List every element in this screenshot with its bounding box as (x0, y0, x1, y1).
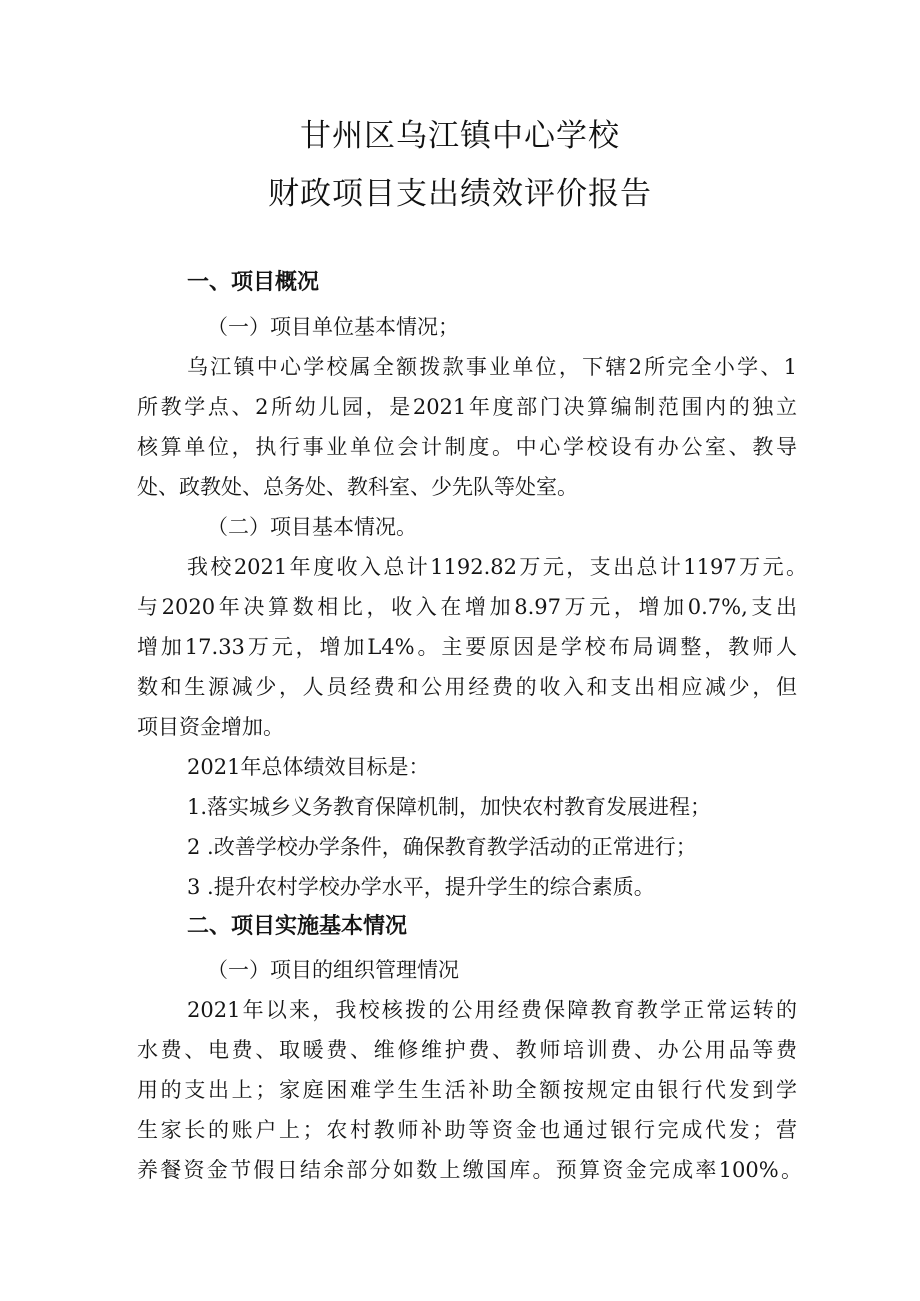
section-1-heading: 一、项目概况 (187, 270, 320, 295)
paragraph-line: 与2020年决算数相比，收入在增加8.97万元，增加0.7%,支出 (137, 595, 797, 619)
paragraph-line: 乌江镇中心学校属全额拨款事业单位，下辖2所完全小学、1 (187, 355, 797, 379)
section-1-subheading-2: （二）项目基本情况。 (207, 515, 417, 539)
goal-item: 3 .提升农村学校办学水平，提升学生的综合素质。 (187, 875, 655, 899)
section-2-subheading-1: （一）项目的组织管理情况 (207, 958, 459, 982)
paragraph-line: 核算单位，执行事业单位会计制度。中心学校设有办公室、教导 (137, 435, 797, 459)
goal-item: 1.落实城乡义务教育保障机制，加快农村教育发展进程； (187, 795, 712, 819)
paragraph-line: 数和生源减少，人员经费和公用经费的收入和支出相应减少，但 (137, 675, 797, 699)
document-title-line-2: 财政项目支出绩效评价报告 (268, 176, 652, 212)
paragraph-line: 养餐资金节假日结余部分如数上缴国库。预算资金完成率100%。 (137, 1158, 802, 1182)
paragraph-line: 生家长的账户上；农村教师补助等资金也通过银行完成代发；营 (137, 1118, 797, 1142)
paragraph-line: 增加17.33万元，增加L4%。主要原因是学校布局调整，教师人 (137, 635, 797, 659)
paragraph-line: 用的支出上；家庭困难学生生活补助全额按规定由银行代发到学 (137, 1078, 797, 1102)
section-2-heading: 二、项目实施基本情况 (187, 914, 408, 939)
goals-intro: 2021年总体绩效目标是： (187, 755, 430, 779)
document-title-line-1: 甘州区乌江镇中心学校 (300, 118, 620, 154)
paragraph-line: 我校2021年度收入总计1192.82万元，支出总计1197万元。 (187, 555, 807, 579)
section-1-subheading-1: （一）项目单位基本情况； (207, 315, 459, 339)
paragraph-line: 水费、电费、取暖费、维修维护费、教师培训费、办公用品等费 (137, 1038, 797, 1062)
paragraph-line: 项目资金增加。 (137, 715, 284, 739)
paragraph-line: 所教学点、2所幼儿园，是2021年度部门决算编制范围内的独立 (137, 395, 797, 419)
paragraph-line: 2021年以来，我校核拨的公用经费保障教育教学正常运转的 (187, 998, 797, 1022)
goal-item: 2 .改善学校办学条件，确保教育教学活动的正常进行； (187, 835, 697, 859)
paragraph-line: 处、政教处、总务处、教科室、少先队等处室。 (137, 475, 578, 499)
